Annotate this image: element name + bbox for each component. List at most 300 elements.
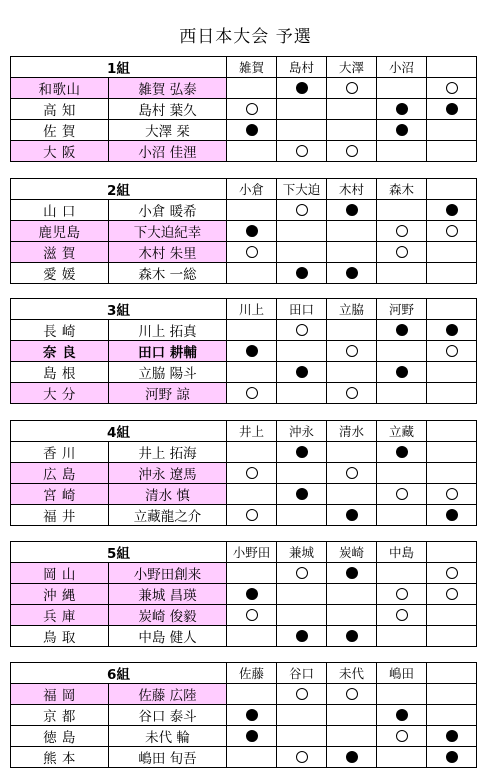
result-cell [277, 584, 327, 605]
black-circle-icon [346, 567, 358, 579]
player-row [11, 463, 477, 484]
result-cell [327, 442, 377, 463]
result-cell [227, 505, 277, 526]
opponent-header: 小野田 [227, 542, 277, 563]
prefecture-cell: 鹿児島 [11, 221, 109, 242]
result-cell [427, 563, 477, 584]
white-circle-icon [446, 345, 458, 357]
result-cell [277, 242, 327, 263]
result-cell [227, 383, 277, 404]
result-cell [327, 626, 377, 647]
result-cell [227, 221, 277, 242]
blank-header-cell [427, 663, 477, 684]
result-cell [427, 341, 477, 362]
result-cell [277, 626, 327, 647]
player-name-cell: 木村 朱里 [109, 242, 227, 263]
player-name-cell: 雑賀 弘泰 [109, 78, 227, 99]
white-circle-icon [346, 82, 358, 94]
result-cell [377, 383, 427, 404]
prefecture-cell: 広 島 [11, 463, 109, 484]
black-circle-icon [446, 751, 458, 763]
player-name-cell: 井上 拓海 [109, 442, 227, 463]
result-cell [377, 221, 427, 242]
blank-header-cell [427, 179, 477, 200]
result-cell [427, 78, 477, 99]
player-name-cell: 炭崎 俊毅 [109, 605, 227, 626]
group-table [10, 541, 477, 647]
player-name-cell: 立脇 陽斗 [109, 362, 227, 383]
black-circle-icon [396, 446, 408, 458]
white-circle-icon [396, 488, 408, 500]
white-circle-icon [346, 467, 358, 479]
blank-header-cell [427, 542, 477, 563]
result-cell [427, 584, 477, 605]
result-cell [427, 200, 477, 221]
opponent-header: 未代 [327, 663, 377, 684]
white-circle-icon [396, 588, 408, 600]
result-cell [227, 626, 277, 647]
player-row [11, 442, 477, 463]
player-row [11, 99, 477, 120]
player-name-cell: 島村 葉久 [109, 99, 227, 120]
player-row [11, 383, 477, 404]
result-cell [377, 584, 427, 605]
result-cell [377, 99, 427, 120]
prefecture-cell: 福 岡 [11, 684, 109, 705]
prefecture-cell: 香 川 [11, 442, 109, 463]
black-circle-icon [246, 709, 258, 721]
result-cell [277, 120, 327, 141]
group-table [10, 662, 477, 768]
black-circle-icon [246, 124, 258, 136]
result-cell [377, 705, 427, 726]
result-cell [277, 463, 327, 484]
result-cell [327, 341, 377, 362]
player-row [11, 78, 477, 99]
player-name-cell: 立藏龍之介 [109, 505, 227, 526]
prefecture-cell: 兵 庫 [11, 605, 109, 626]
result-cell [377, 726, 427, 747]
result-cell [227, 484, 277, 505]
group-name: 3組 [11, 299, 227, 320]
result-cell [327, 563, 377, 584]
result-cell [427, 726, 477, 747]
result-cell [377, 78, 427, 99]
player-row [11, 362, 477, 383]
result-cell [227, 320, 277, 341]
player-name-cell: 森木 一総 [109, 263, 227, 284]
black-circle-icon [246, 588, 258, 600]
white-circle-icon [446, 225, 458, 237]
opponent-header: 沖永 [277, 421, 327, 442]
player-row [11, 221, 477, 242]
blank-header-cell [427, 421, 477, 442]
result-cell [277, 563, 327, 584]
result-cell [427, 99, 477, 120]
black-circle-icon [346, 509, 358, 521]
result-cell [427, 505, 477, 526]
white-circle-icon [246, 103, 258, 115]
result-cell [277, 200, 327, 221]
result-cell [277, 141, 327, 162]
player-row [11, 141, 477, 162]
group-table [10, 420, 477, 526]
player-row [11, 747, 477, 768]
result-cell [377, 463, 427, 484]
black-circle-icon [396, 709, 408, 721]
black-circle-icon [346, 630, 358, 642]
black-circle-icon [296, 267, 308, 279]
result-cell [327, 684, 377, 705]
group-header-row [11, 179, 477, 200]
result-cell [377, 484, 427, 505]
opponent-header: 嶋田 [377, 663, 427, 684]
result-cell [377, 141, 427, 162]
player-row [11, 726, 477, 747]
result-cell [377, 341, 427, 362]
player-row [11, 563, 477, 584]
opponent-header: 島村 [277, 57, 327, 78]
white-circle-icon [296, 751, 308, 763]
black-circle-icon [346, 204, 358, 216]
result-cell [427, 442, 477, 463]
player-name-cell: 未代 輪 [109, 726, 227, 747]
result-cell [277, 383, 327, 404]
player-row [11, 120, 477, 141]
opponent-header: 谷口 [277, 663, 327, 684]
result-cell [277, 747, 327, 768]
player-row [11, 242, 477, 263]
black-circle-icon [396, 103, 408, 115]
player-row [11, 626, 477, 647]
player-name-cell: 河野 諒 [109, 383, 227, 404]
result-cell [277, 684, 327, 705]
result-cell [427, 141, 477, 162]
result-cell [227, 563, 277, 584]
white-circle-icon [246, 609, 258, 621]
result-cell [327, 726, 377, 747]
black-circle-icon [246, 345, 258, 357]
prefecture-cell: 熊 本 [11, 747, 109, 768]
group-name: 4組 [11, 421, 227, 442]
blank-header-cell [427, 57, 477, 78]
group-name: 5組 [11, 542, 227, 563]
white-circle-icon [296, 204, 308, 216]
white-circle-icon [396, 246, 408, 258]
result-cell [327, 705, 377, 726]
result-cell [327, 99, 377, 120]
player-name-cell: 田口 耕輔 [109, 341, 227, 362]
prefecture-cell: 高 知 [11, 99, 109, 120]
player-name-cell: 小野田創来 [109, 563, 227, 584]
white-circle-icon [446, 588, 458, 600]
group-header-row [11, 542, 477, 563]
player-row [11, 341, 477, 362]
result-cell [277, 484, 327, 505]
black-circle-icon [296, 446, 308, 458]
prefecture-cell: 大 阪 [11, 141, 109, 162]
result-cell [327, 584, 377, 605]
result-cell [377, 200, 427, 221]
white-circle-icon [396, 225, 408, 237]
black-circle-icon [446, 103, 458, 115]
result-cell [327, 362, 377, 383]
group-table [10, 178, 477, 284]
result-cell [427, 705, 477, 726]
result-cell [277, 263, 327, 284]
result-cell [227, 362, 277, 383]
result-cell [327, 120, 377, 141]
player-name-cell: 中島 健人 [109, 626, 227, 647]
prefecture-cell: 奈 良 [11, 341, 109, 362]
player-name-cell: 清水 慎 [109, 484, 227, 505]
result-cell [327, 383, 377, 404]
result-cell [327, 747, 377, 768]
prefecture-cell: 大 分 [11, 383, 109, 404]
white-circle-icon [246, 387, 258, 399]
player-row [11, 263, 477, 284]
result-cell [427, 221, 477, 242]
player-name-cell: 沖永 遼馬 [109, 463, 227, 484]
group-header-row [11, 57, 477, 78]
result-cell [227, 200, 277, 221]
result-cell [227, 242, 277, 263]
result-cell [227, 263, 277, 284]
opponent-header: 立藏 [377, 421, 427, 442]
opponent-header: 兼城 [277, 542, 327, 563]
prefecture-cell: 長 崎 [11, 320, 109, 341]
prefecture-cell: 宮 崎 [11, 484, 109, 505]
prefecture-cell: 山 口 [11, 200, 109, 221]
result-cell [277, 362, 327, 383]
opponent-header: 下大迫 [277, 179, 327, 200]
prefecture-cell: 沖 縄 [11, 584, 109, 605]
result-cell [327, 221, 377, 242]
opponent-header: 井上 [227, 421, 277, 442]
opponent-header: 炭崎 [327, 542, 377, 563]
result-cell [327, 200, 377, 221]
result-cell [227, 726, 277, 747]
opponent-header: 川上 [227, 299, 277, 320]
result-cell [227, 442, 277, 463]
player-name-cell: 下大迫紀幸 [109, 221, 227, 242]
player-row [11, 605, 477, 626]
prefecture-cell: 島 根 [11, 362, 109, 383]
result-cell [427, 242, 477, 263]
result-cell [227, 584, 277, 605]
black-circle-icon [346, 751, 358, 763]
opponent-header: 中島 [377, 542, 427, 563]
white-circle-icon [446, 567, 458, 579]
opponent-header: 田口 [277, 299, 327, 320]
result-cell [327, 320, 377, 341]
player-name-cell: 佐藤 広陸 [109, 684, 227, 705]
white-circle-icon [446, 488, 458, 500]
result-cell [277, 221, 327, 242]
result-cell [427, 684, 477, 705]
group-header-row [11, 299, 477, 320]
white-circle-icon [346, 387, 358, 399]
result-cell [277, 320, 327, 341]
white-circle-icon [346, 345, 358, 357]
black-circle-icon [446, 730, 458, 742]
result-cell [227, 120, 277, 141]
player-name-cell: 大澤 栞 [109, 120, 227, 141]
player-row [11, 505, 477, 526]
opponent-header: 森木 [377, 179, 427, 200]
black-circle-icon [396, 124, 408, 136]
prefecture-cell: 徳 島 [11, 726, 109, 747]
result-cell [427, 263, 477, 284]
result-cell [427, 605, 477, 626]
result-cell [277, 505, 327, 526]
white-circle-icon [396, 730, 408, 742]
opponent-header: 大澤 [327, 57, 377, 78]
black-circle-icon [446, 324, 458, 336]
result-cell [277, 726, 327, 747]
result-cell [377, 242, 427, 263]
player-name-cell: 小倉 暖希 [109, 200, 227, 221]
result-cell [327, 505, 377, 526]
group-name: 2組 [11, 179, 227, 200]
opponent-header: 河野 [377, 299, 427, 320]
black-circle-icon [296, 366, 308, 378]
result-cell [327, 242, 377, 263]
black-circle-icon [246, 730, 258, 742]
white-circle-icon [246, 509, 258, 521]
result-cell [227, 99, 277, 120]
group-header-row [11, 421, 477, 442]
player-row [11, 320, 477, 341]
group-name: 1組 [11, 57, 227, 78]
result-cell [227, 684, 277, 705]
blank-header-cell [427, 299, 477, 320]
result-cell [427, 320, 477, 341]
player-name-cell: 嶋田 旬吾 [109, 747, 227, 768]
result-cell [377, 442, 427, 463]
page-title: 西日本大会 予選 [179, 27, 312, 47]
result-cell [427, 626, 477, 647]
prefecture-cell: 岡 山 [11, 563, 109, 584]
result-cell [377, 684, 427, 705]
opponent-header: 小倉 [227, 179, 277, 200]
opponent-header: 清水 [327, 421, 377, 442]
black-circle-icon [346, 267, 358, 279]
result-cell [377, 563, 427, 584]
player-name-cell: 兼城 昌瑛 [109, 584, 227, 605]
result-cell [377, 747, 427, 768]
opponent-header: 立脇 [327, 299, 377, 320]
prefecture-cell: 福 井 [11, 505, 109, 526]
group-name: 6組 [11, 663, 227, 684]
result-cell [227, 141, 277, 162]
black-circle-icon [246, 225, 258, 237]
black-circle-icon [296, 488, 308, 500]
black-circle-icon [296, 630, 308, 642]
black-circle-icon [296, 82, 308, 94]
opponent-header: 雑賀 [227, 57, 277, 78]
result-cell [377, 120, 427, 141]
white-circle-icon [296, 324, 308, 336]
player-name-cell: 川上 拓真 [109, 320, 227, 341]
result-cell [277, 341, 327, 362]
player-row [11, 684, 477, 705]
result-cell [227, 747, 277, 768]
player-name-cell: 谷口 泰斗 [109, 705, 227, 726]
result-cell [427, 484, 477, 505]
result-cell [277, 705, 327, 726]
opponent-header: 小沼 [377, 57, 427, 78]
white-circle-icon [246, 246, 258, 258]
opponent-header: 佐藤 [227, 663, 277, 684]
opponent-header: 木村 [327, 179, 377, 200]
result-cell [227, 341, 277, 362]
white-circle-icon [296, 145, 308, 157]
result-cell [327, 141, 377, 162]
player-row [11, 200, 477, 221]
player-name-cell: 小沼 佳浬 [109, 141, 227, 162]
result-cell [227, 78, 277, 99]
white-circle-icon [346, 145, 358, 157]
white-circle-icon [296, 567, 308, 579]
prefecture-cell: 鳥 取 [11, 626, 109, 647]
result-cell [227, 463, 277, 484]
result-cell [277, 99, 327, 120]
prefecture-cell: 滋 賀 [11, 242, 109, 263]
player-row [11, 705, 477, 726]
player-row [11, 584, 477, 605]
result-cell [427, 383, 477, 404]
result-cell [327, 605, 377, 626]
result-cell [277, 78, 327, 99]
result-cell [377, 320, 427, 341]
group-header-row [11, 663, 477, 684]
black-circle-icon [396, 324, 408, 336]
result-cell [227, 605, 277, 626]
white-circle-icon [346, 688, 358, 700]
black-circle-icon [396, 366, 408, 378]
result-cell [277, 605, 327, 626]
prefecture-cell: 和歌山 [11, 78, 109, 99]
white-circle-icon [246, 467, 258, 479]
result-cell [377, 263, 427, 284]
black-circle-icon [446, 204, 458, 216]
result-cell [327, 78, 377, 99]
result-cell [377, 626, 427, 647]
group-table [10, 56, 477, 162]
white-circle-icon [296, 688, 308, 700]
result-cell [327, 263, 377, 284]
result-cell [227, 705, 277, 726]
prefecture-cell: 佐 賀 [11, 120, 109, 141]
result-cell [327, 463, 377, 484]
result-cell [377, 362, 427, 383]
black-circle-icon [446, 509, 458, 521]
player-row [11, 484, 477, 505]
prefecture-cell: 愛 媛 [11, 263, 109, 284]
result-cell [327, 484, 377, 505]
group-table [10, 298, 477, 404]
result-cell [277, 442, 327, 463]
result-cell [427, 120, 477, 141]
result-cell [427, 747, 477, 768]
prefecture-cell: 京 都 [11, 705, 109, 726]
result-cell [377, 505, 427, 526]
result-cell [427, 362, 477, 383]
result-cell [427, 463, 477, 484]
result-cell [377, 605, 427, 626]
white-circle-icon [396, 609, 408, 621]
